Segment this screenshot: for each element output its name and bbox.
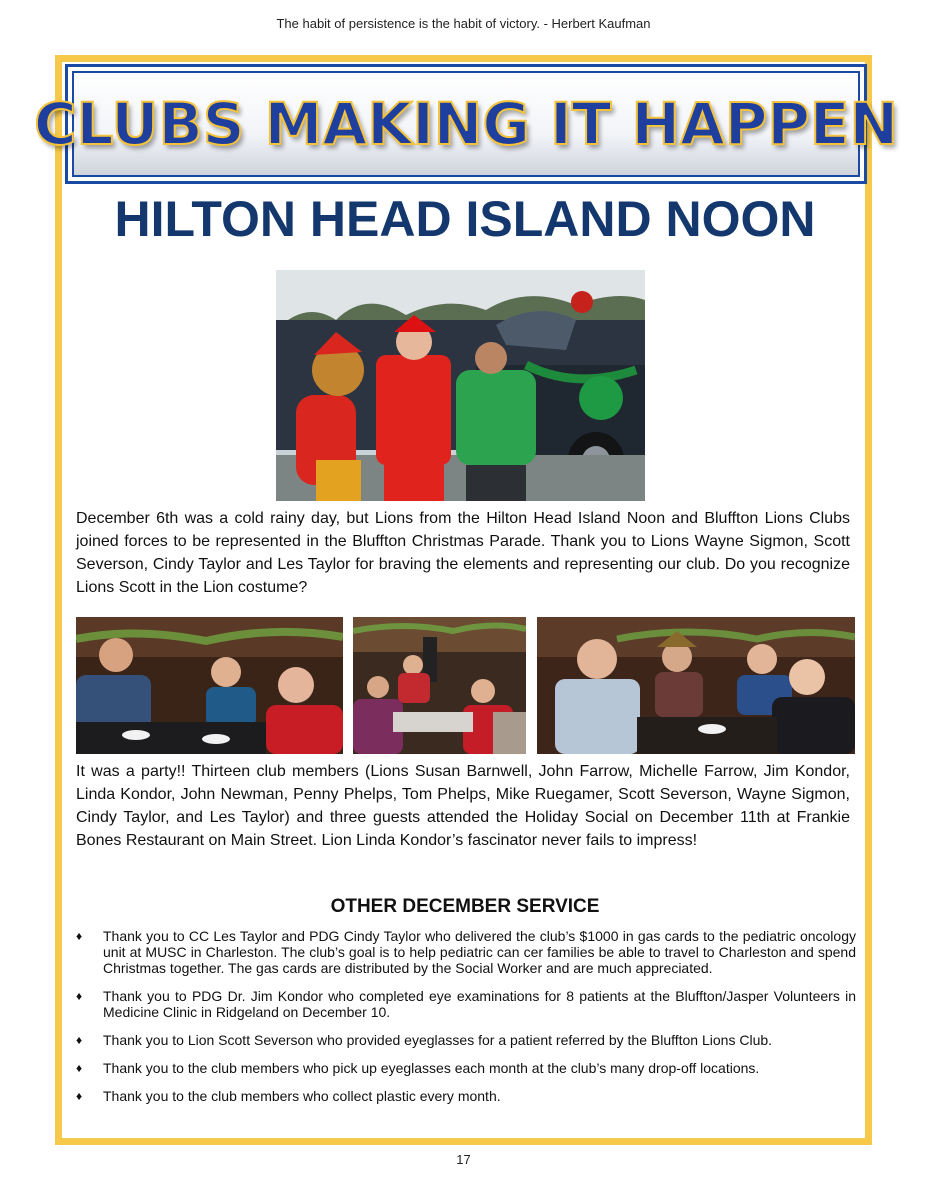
page-number: 17: [456, 1152, 471, 1167]
party-paragraph: It was a party!! Thirteen club members (Lions Susan Barnwell, John Farrow, Michelle Farrow, Jim Kondor, Linda Kondor, John Newman, Penny Phelps, Tom Phelps, Mike Ruegamer, Scott Severson, Wayne Sigmon, Cindy Taylor, and Les Taylor) and three guests attended the Holiday Social on December 11th at Frankie Bones Restaurant on Main Street. Lion Linda Kondor’s fascinator never fails to impress!: [76, 763, 850, 849]
service-item-text: Thank you to CC Les Taylor and PDG Cindy Taylor who delivered the club’s $1000 in gas cards to the pediatric oncology unit at MUSC in Charleston. The club’s goal is to help pediatric can cer families be able to travel to Charleston and spend Christmas together. The gas cards are distributed by the Social Worker and are much appreciated.: [103, 928, 856, 976]
service-item: [76, 1060, 856, 1076]
bullet-diamond-icon: ♦: [76, 929, 83, 943]
social-photo-middle: [353, 617, 526, 754]
social-photo-right: [537, 617, 855, 754]
social-photo-left: [76, 617, 343, 754]
parade-paragraph: December 6th was a cold rainy day, but Lions from the Hilton Head Island Noon and Bluffton Lions Clubs joined forces to be represented in the Bluffton Christmas Parade. Thank you to Lions Wayne Sigmon, Scott Severson, Cindy Taylor and Les Taylor for braving the elements and representing our club. Do you recognize Lions Scott in the Lion costume?: [76, 510, 850, 596]
service-item-text: Thank you to PDG Dr. Jim Kondor who completed eye examinations for 8 patients at the Bluffton/Jasper Volunteers in Medicine Clinic in Ridgeland on December 10.: [103, 988, 856, 1020]
parade-photo: [276, 270, 645, 501]
service-item-text: Thank you to the club members who collect plastic every month.: [103, 1088, 501, 1104]
service-list: [76, 928, 856, 1116]
service-item-text: Thank you to the club members who pick up eyeglasses each month at the club’s many drop-off locations.: [103, 1060, 760, 1076]
bullet-diamond-icon: ♦: [76, 989, 83, 1003]
service-item: [76, 988, 856, 1020]
bullet-diamond-icon: ♦: [76, 1061, 83, 1075]
header-quote: The habit of persistence is the habit of victory. - Herbert Kaufman: [276, 16, 651, 31]
club-title: HILTON HEAD ISLAND NOON: [114, 191, 816, 247]
service-item: [76, 928, 856, 976]
banner-panel: [33, 71, 899, 177]
service-section-title: OTHER DECEMBER SERVICE: [330, 896, 600, 917]
bullet-diamond-icon: ♦: [76, 1033, 83, 1047]
service-item: [76, 1088, 856, 1104]
bullet-diamond-icon: ♦: [76, 1089, 83, 1103]
section-banner: [33, 64, 899, 184]
service-item: [76, 1032, 856, 1048]
service-item-text: Thank you to Lion Scott Severson who provided eyeglasses for a patient referred by the Bluffton Lions Club.: [103, 1032, 773, 1048]
banner-title: CLUBS MAKING IT HAPPEN: [33, 90, 899, 158]
